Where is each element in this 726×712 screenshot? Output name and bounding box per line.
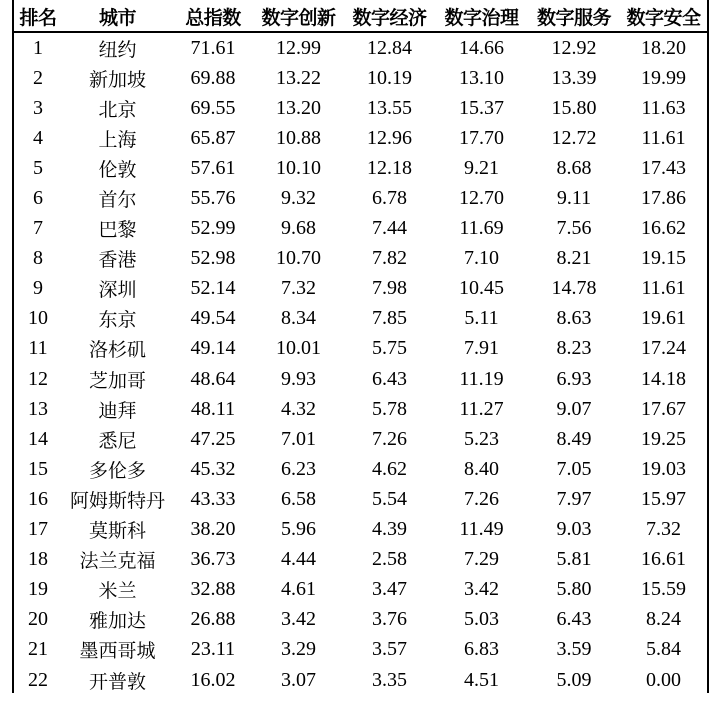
digital-security-cell: 0.00 <box>646 668 681 691</box>
digital-governance-cell: 13.10 <box>459 66 504 89</box>
digital-services-cell: 9.07 <box>556 397 592 420</box>
digital-security-cell: 7.32 <box>646 518 681 541</box>
digital-innovation-cell: 12.99 <box>276 36 321 59</box>
city-cell: 首尔 <box>98 189 137 212</box>
table-row <box>14 123 707 153</box>
digital-services-cell: 14.78 <box>551 277 597 300</box>
digital-economy-cell: 4.39 <box>372 518 407 541</box>
rank-cell: 14 <box>28 427 48 450</box>
total-index-cell: 52.14 <box>190 277 236 300</box>
digital-innovation-cell: 7.01 <box>281 427 316 450</box>
total-index-cell: 26.88 <box>190 608 236 631</box>
digital-security-cell: 16.62 <box>641 217 686 240</box>
rank-cell: 13 <box>28 397 48 420</box>
digital-security-cell: 11.61 <box>641 277 686 300</box>
rank-cell: 5 <box>33 156 43 179</box>
digital-governance-cell: 7.91 <box>464 337 499 360</box>
city-cell: 纽约 <box>98 38 137 61</box>
table-row <box>14 274 707 304</box>
digital-economy-cell: 3.57 <box>372 638 407 661</box>
table-row <box>14 575 707 605</box>
city-cell: 阿姆斯特丹 <box>69 489 165 512</box>
header-digital-services: 数字服务 <box>536 7 611 29</box>
header-digital-innovation: 数字创新 <box>261 7 336 29</box>
digital-security-cell: 18.20 <box>641 36 686 59</box>
digital-services-cell: 9.11 <box>556 187 592 210</box>
digital-innovation-cell: 9.68 <box>281 217 316 240</box>
digital-services-cell: 7.05 <box>556 457 592 480</box>
digital-security-cell: 11.61 <box>641 126 686 149</box>
rank-cell: 8 <box>33 247 43 270</box>
header-digital-economy: 数字经济 <box>352 7 427 29</box>
digital-economy-cell: 12.96 <box>367 126 412 149</box>
digital-services-cell: 8.68 <box>556 156 592 179</box>
header-row <box>14 2 707 31</box>
table-row <box>14 334 707 364</box>
digital-security-cell: 15.97 <box>641 487 686 510</box>
digital-governance-cell: 5.11 <box>464 307 499 330</box>
city-digital-index-table <box>14 2 707 695</box>
digital-services-cell: 8.49 <box>556 427 592 450</box>
header-rank: 排名 <box>19 7 57 29</box>
digital-economy-cell: 7.26 <box>372 427 407 450</box>
total-index-cell: 36.73 <box>190 548 236 571</box>
digital-security-cell: 19.61 <box>641 307 686 330</box>
digital-economy-cell: 4.62 <box>372 457 407 480</box>
city-cell: 深圳 <box>98 279 137 302</box>
digital-economy-cell: 7.98 <box>372 277 407 300</box>
digital-security-cell: 8.24 <box>646 608 681 631</box>
digital-innovation-cell: 10.70 <box>276 247 321 270</box>
digital-innovation-cell: 3.07 <box>281 668 316 691</box>
rank-cell: 3 <box>33 96 43 119</box>
rank-cell: 7 <box>33 217 43 240</box>
city-cell: 新加坡 <box>88 68 146 91</box>
digital-security-cell: 17.24 <box>641 337 686 360</box>
table-row <box>14 63 707 93</box>
total-index-cell: 49.14 <box>190 337 236 360</box>
digital-governance-cell: 12.70 <box>459 187 504 210</box>
digital-economy-cell: 7.44 <box>372 217 407 240</box>
total-index-cell: 16.02 <box>190 668 236 691</box>
rank-cell: 16 <box>28 487 48 510</box>
rank-cell: 11 <box>28 337 48 360</box>
table-row <box>14 214 707 244</box>
table-row <box>14 394 707 424</box>
digital-economy-cell: 5.54 <box>372 487 407 510</box>
total-index-cell: 69.88 <box>190 66 236 89</box>
total-index-cell: 38.20 <box>190 518 236 541</box>
total-index-cell: 55.76 <box>190 187 236 210</box>
total-index-cell: 57.61 <box>190 156 236 179</box>
table-row <box>14 304 707 334</box>
digital-services-cell: 7.56 <box>556 217 592 240</box>
digital-security-cell: 19.03 <box>641 457 686 480</box>
digital-governance-cell: 5.03 <box>464 608 499 631</box>
table-row <box>14 31 707 63</box>
total-index-cell: 43.33 <box>190 487 236 510</box>
total-index-cell: 45.32 <box>190 457 236 480</box>
digital-governance-cell: 9.21 <box>464 156 499 179</box>
digital-economy-cell: 13.55 <box>367 96 412 119</box>
table-row <box>14 153 707 183</box>
digital-governance-cell: 17.70 <box>459 126 504 149</box>
total-index-cell: 52.99 <box>190 217 236 240</box>
digital-innovation-cell: 3.42 <box>281 608 316 631</box>
total-index-cell: 69.55 <box>190 96 236 119</box>
rank-cell: 4 <box>33 126 43 149</box>
digital-governance-cell: 11.69 <box>459 217 504 240</box>
rank-cell: 21 <box>28 638 48 661</box>
digital-services-cell: 9.03 <box>556 518 592 541</box>
city-cell: 香港 <box>98 249 137 272</box>
digital-security-cell: 11.63 <box>641 96 686 119</box>
digital-economy-cell: 7.85 <box>372 307 407 330</box>
table-row <box>14 454 707 484</box>
city-cell: 洛杉矶 <box>88 339 146 362</box>
digital-innovation-cell: 7.32 <box>281 277 316 300</box>
digital-innovation-cell: 8.34 <box>281 307 316 330</box>
rank-cell: 2 <box>33 66 43 89</box>
digital-security-cell: 17.43 <box>641 156 686 179</box>
digital-services-cell: 7.97 <box>556 487 592 510</box>
digital-innovation-cell: 6.58 <box>281 487 316 510</box>
digital-services-cell: 3.59 <box>556 638 592 661</box>
table-row <box>14 515 707 545</box>
rank-cell: 19 <box>28 578 48 601</box>
digital-innovation-cell: 3.29 <box>281 638 316 661</box>
digital-economy-cell: 2.58 <box>372 548 407 571</box>
digital-services-cell: 15.80 <box>551 96 597 119</box>
digital-governance-cell: 5.23 <box>464 427 499 450</box>
total-index-cell: 52.98 <box>190 247 236 270</box>
rank-cell: 10 <box>28 307 48 330</box>
city-cell: 悉尼 <box>98 429 137 452</box>
city-cell: 迪拜 <box>98 399 137 422</box>
rank-cell: 15 <box>28 457 48 480</box>
city-cell: 米兰 <box>98 580 137 603</box>
digital-economy-cell: 5.78 <box>372 397 407 420</box>
table-row <box>14 183 707 213</box>
digital-innovation-cell: 4.32 <box>281 397 316 420</box>
digital-economy-cell: 5.75 <box>372 337 407 360</box>
digital-services-cell: 5.80 <box>556 578 592 601</box>
digital-services-cell: 8.63 <box>556 307 592 330</box>
digital-innovation-cell: 9.32 <box>281 187 316 210</box>
rank-cell: 22 <box>28 668 48 691</box>
header-city: 城市 <box>98 7 136 29</box>
digital-governance-cell: 4.51 <box>464 668 499 691</box>
digital-governance-cell: 15.37 <box>459 96 504 119</box>
city-cell: 东京 <box>98 309 137 332</box>
digital-innovation-cell: 9.93 <box>281 367 316 390</box>
digital-services-cell: 13.39 <box>551 66 597 89</box>
digital-innovation-cell: 6.23 <box>281 457 316 480</box>
digital-innovation-cell: 10.01 <box>276 337 321 360</box>
digital-economy-cell: 10.19 <box>367 66 412 89</box>
table-row <box>14 244 707 274</box>
header-digital-governance: 数字治理 <box>444 7 519 29</box>
rank-cell: 17 <box>28 518 48 541</box>
city-cell: 巴黎 <box>98 219 137 242</box>
total-index-cell: 23.11 <box>190 638 236 661</box>
digital-services-cell: 6.43 <box>556 608 592 631</box>
digital-economy-cell: 12.84 <box>367 36 412 59</box>
digital-governance-cell: 11.27 <box>459 397 504 420</box>
digital-economy-cell: 3.76 <box>372 608 407 631</box>
digital-security-cell: 17.86 <box>641 187 686 210</box>
rank-cell: 6 <box>33 187 43 210</box>
digital-governance-cell: 14.66 <box>459 36 504 59</box>
city-cell: 开普敦 <box>88 670 146 693</box>
total-index-cell: 71.61 <box>190 36 236 59</box>
rank-cell: 18 <box>28 548 48 571</box>
table-row <box>14 605 707 635</box>
digital-security-cell: 16.61 <box>641 548 686 571</box>
digital-services-cell: 12.92 <box>551 36 597 59</box>
city-cell: 北京 <box>98 98 137 121</box>
header-total-index: 总指数 <box>185 7 241 29</box>
city-cell: 芝加哥 <box>88 369 146 392</box>
digital-services-cell: 6.93 <box>556 367 592 390</box>
table-row <box>14 424 707 454</box>
digital-services-cell: 5.09 <box>556 668 592 691</box>
digital-innovation-cell: 5.96 <box>281 518 316 541</box>
digital-security-cell: 19.99 <box>641 66 686 89</box>
digital-governance-cell: 3.42 <box>464 578 499 601</box>
total-index-cell: 48.64 <box>190 367 236 390</box>
digital-security-cell: 14.18 <box>641 367 686 390</box>
digital-innovation-cell: 10.88 <box>276 126 321 149</box>
digital-services-cell: 5.81 <box>556 548 592 571</box>
table-row <box>14 665 707 695</box>
digital-innovation-cell: 13.22 <box>276 66 321 89</box>
digital-governance-cell: 11.49 <box>459 518 504 541</box>
digital-economy-cell: 7.82 <box>372 247 407 270</box>
digital-economy-cell: 6.78 <box>372 187 407 210</box>
digital-security-cell: 17.67 <box>641 397 686 420</box>
digital-security-cell: 5.84 <box>646 638 681 661</box>
total-index-cell: 65.87 <box>190 126 236 149</box>
digital-governance-cell: 7.10 <box>464 247 499 270</box>
rank-cell: 12 <box>28 367 48 390</box>
digital-security-cell: 19.25 <box>641 427 686 450</box>
digital-economy-cell: 12.18 <box>367 156 412 179</box>
digital-services-cell: 8.21 <box>556 247 592 270</box>
table-row <box>14 484 707 514</box>
city-cell: 伦敦 <box>98 158 137 181</box>
rank-cell: 20 <box>28 608 48 631</box>
rank-cell: 1 <box>33 36 43 59</box>
digital-governance-cell: 6.83 <box>464 638 499 661</box>
digital-economy-cell: 3.47 <box>372 578 407 601</box>
digital-governance-cell: 8.40 <box>464 457 499 480</box>
table-row <box>14 364 707 394</box>
digital-innovation-cell: 4.61 <box>281 578 316 601</box>
rank-cell: 9 <box>33 277 43 300</box>
total-index-cell: 48.11 <box>190 397 236 420</box>
digital-services-cell: 12.72 <box>551 126 597 149</box>
total-index-cell: 32.88 <box>190 578 236 601</box>
digital-economy-cell: 6.43 <box>372 367 407 390</box>
city-cell: 法兰克福 <box>79 550 156 573</box>
digital-governance-cell: 10.45 <box>459 277 504 300</box>
table-right-border <box>707 0 709 693</box>
city-cell: 多伦多 <box>88 459 146 482</box>
table-row <box>14 545 707 575</box>
digital-governance-cell: 11.19 <box>459 367 504 390</box>
table-body <box>14 31 707 695</box>
digital-security-cell: 15.59 <box>641 578 686 601</box>
digital-security-cell: 19.15 <box>641 247 686 270</box>
total-index-cell: 47.25 <box>190 427 236 450</box>
digital-services-cell: 8.23 <box>556 337 592 360</box>
total-index-cell: 49.54 <box>190 307 236 330</box>
digital-governance-cell: 7.29 <box>464 548 499 571</box>
table-row <box>14 93 707 123</box>
city-cell: 雅加达 <box>88 610 146 633</box>
header-digital-security: 数字安全 <box>626 7 701 29</box>
digital-innovation-cell: 13.20 <box>276 96 321 119</box>
city-cell: 上海 <box>98 128 137 151</box>
digital-innovation-cell: 10.10 <box>276 156 321 179</box>
city-cell: 莫斯科 <box>88 520 146 543</box>
table-row <box>14 635 707 665</box>
city-cell: 墨西哥城 <box>79 640 156 663</box>
digital-innovation-cell: 4.44 <box>281 548 316 571</box>
digital-governance-cell: 7.26 <box>464 487 499 510</box>
digital-economy-cell: 3.35 <box>372 668 407 691</box>
